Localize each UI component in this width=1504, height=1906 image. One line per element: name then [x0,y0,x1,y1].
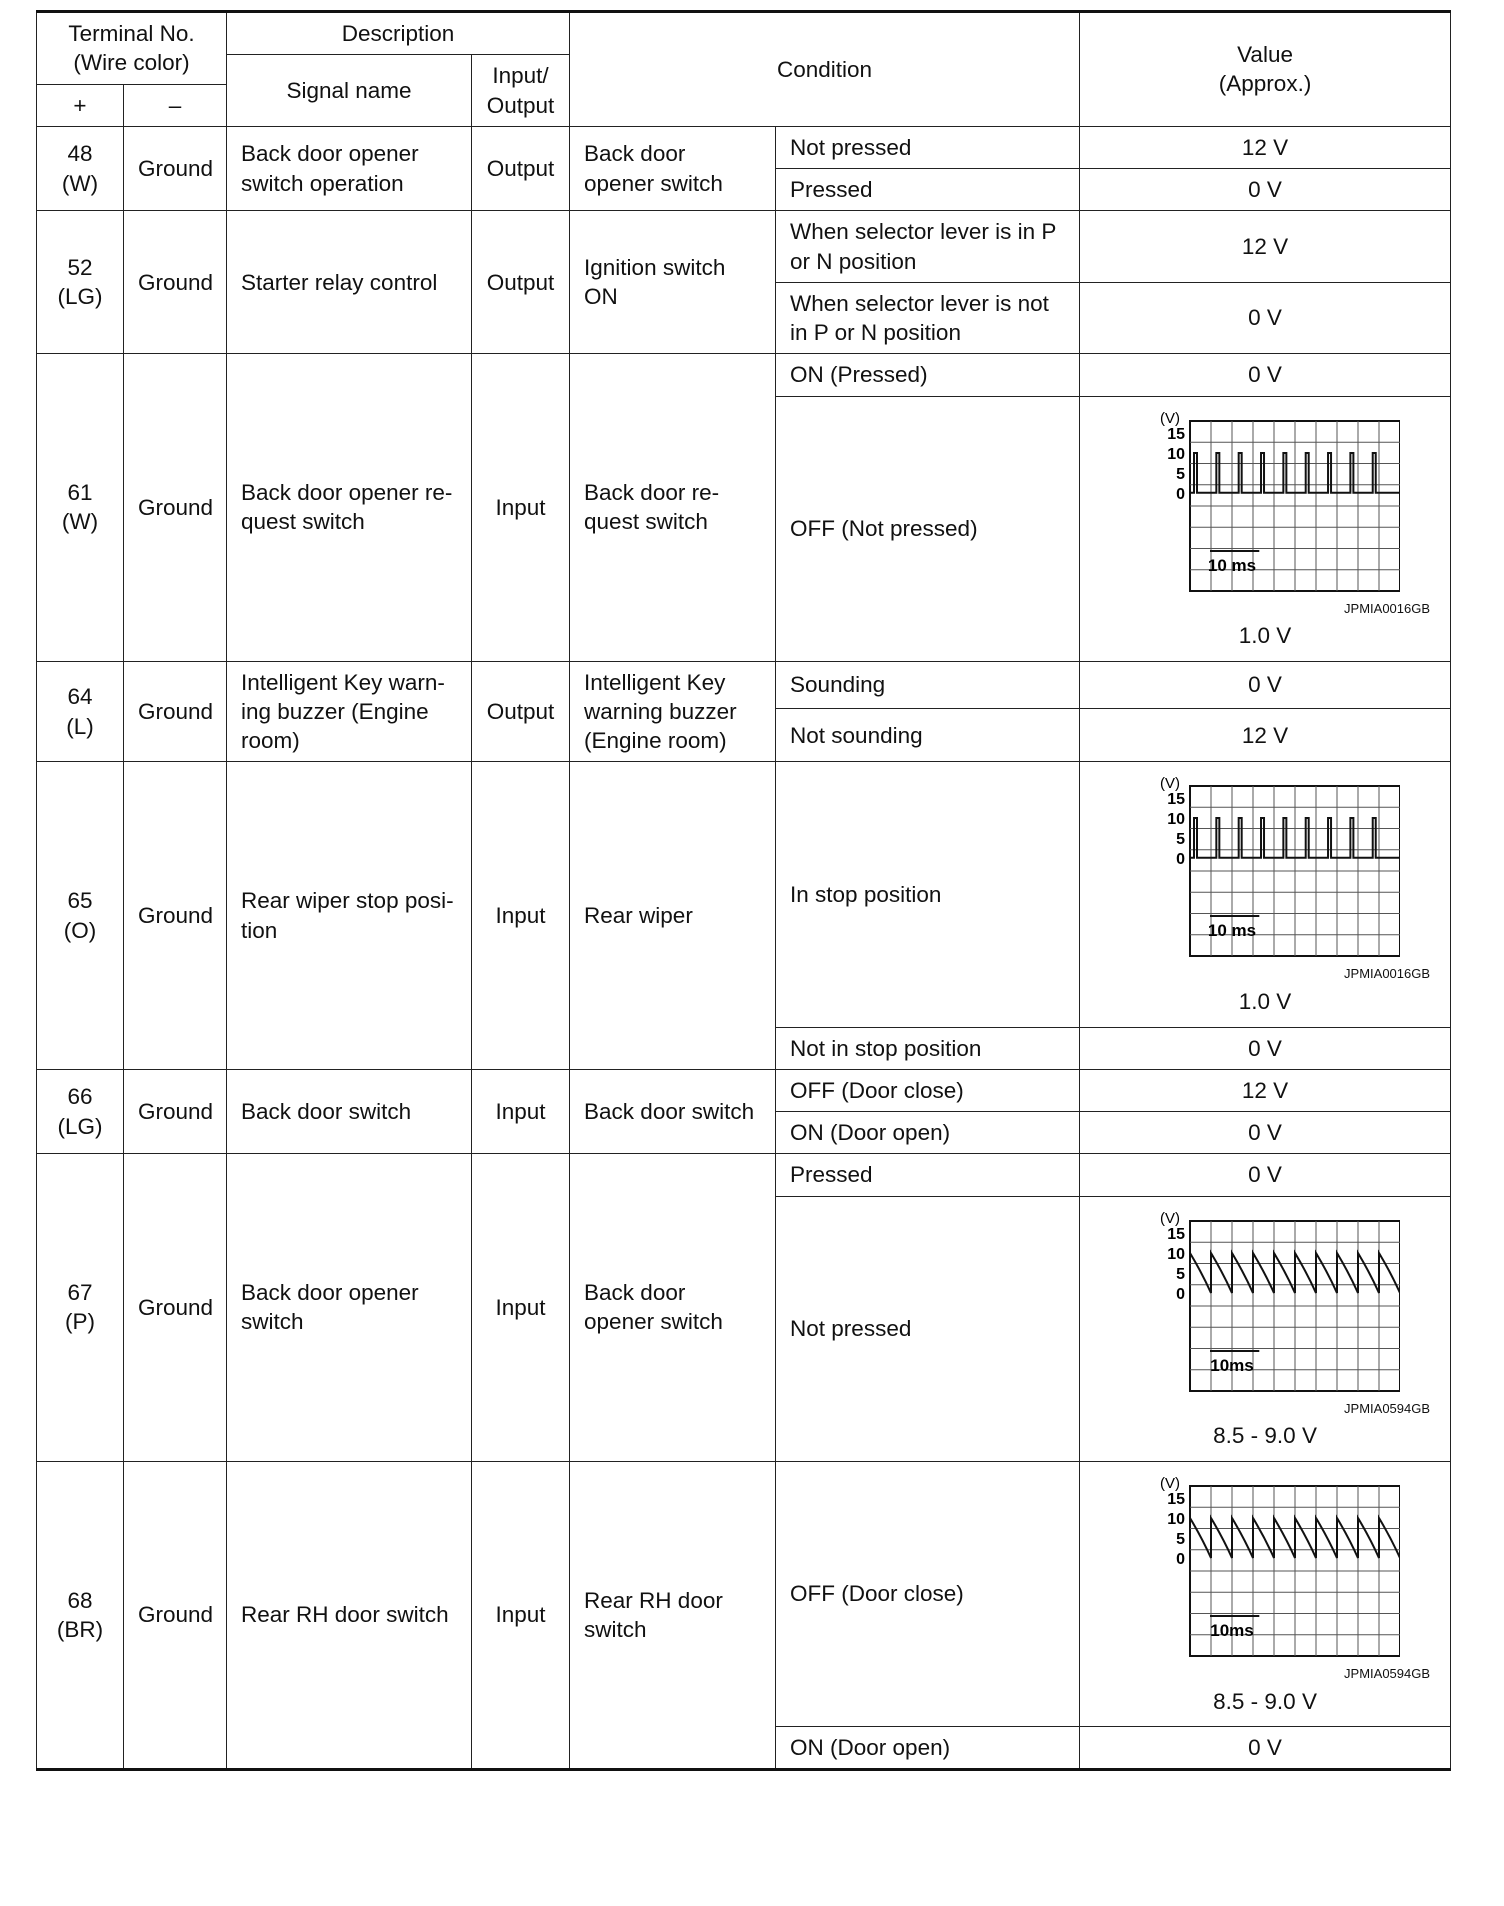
waveform-tick-label: 0 [1176,485,1186,503]
waveform-chart [1100,401,1400,601]
condition-main: Intelligent Key warning buzzer (Engine room) [570,661,776,762]
header-terminal-no [37,12,227,85]
value-cell: 12 V [1080,126,1451,168]
value-cell: 12 V [1080,1069,1451,1111]
header-value [1080,12,1451,127]
terminal-minus: Ground [124,762,227,1069]
waveform-tick-label: 10 [1167,445,1186,463]
value-cell: 12 V [1080,709,1451,762]
waveform-period-label: 10 ms [1207,555,1257,575]
terminal-cell [37,354,124,661]
wire-color: (LG) [57,1113,103,1139]
waveform-tick-label: 5 [1176,1265,1186,1283]
header-input-output: Input/ Output [472,55,570,127]
terminal-minus: Ground [124,126,227,211]
terminal-number: 66 [67,1084,93,1110]
value-cell [1080,1461,1451,1726]
header-value-label: Value [1237,42,1293,68]
table-row [37,1154,1451,1196]
condition-main: Back door opener switch [570,126,776,211]
signal-name: Rear wiper stop posi-tion [227,762,472,1069]
input-output: Input [472,762,570,1069]
signal-name: Rear RH door switch [227,1461,472,1769]
header-terminal-label: Terminal No. [68,21,195,46]
value-text: 1.0 V [1238,989,1292,1015]
waveform-figure [1100,1201,1430,1401]
value-cell: 0 V [1080,169,1451,211]
condition-main: Rear wiper [570,762,776,1069]
terminal-number: 67 [67,1280,93,1306]
terminal-cell [37,126,124,211]
terminal-number: 64 [67,684,93,710]
table-row [37,762,1451,1027]
waveform-period-label: 10 ms [1207,921,1257,941]
value-cell [1080,1196,1451,1461]
value-cell: 0 V [1080,1112,1451,1154]
condition-sub: In stop position [776,762,1080,1027]
waveform-figure [1100,1466,1430,1666]
header-condition: Condition [570,12,1080,127]
waveform-trace [1190,1518,1400,1558]
waveform-period-label: 10ms [1210,1620,1254,1640]
waveform-tick-label: 15 [1167,425,1186,443]
waveform-tick-label: 5 [1176,831,1186,849]
input-output: Input [472,1461,570,1769]
table-row [37,354,1451,396]
condition-main: Rear RH door switch [570,1461,776,1769]
terminal-minus: Ground [124,354,227,661]
waveform-figure [1100,401,1430,601]
condition-sub: OFF (Door close) [776,1461,1080,1726]
terminal-table [36,10,1451,1771]
input-output: Input [472,1069,570,1154]
value-cell: 0 V [1080,1027,1451,1069]
header-minus: – [124,84,227,126]
waveform-tick-label: 10 [1167,811,1186,829]
terminal-cell [37,1154,124,1461]
waveform-chart [1100,1201,1400,1401]
wire-color: (L) [66,713,94,739]
signal-name: Back door opener switch [227,1154,472,1461]
terminal-number: 61 [67,480,93,506]
terminal-cell [37,762,124,1069]
wire-color: (W) [61,509,99,535]
wire-color: (BR) [56,1616,104,1642]
input-output: Input [472,354,570,661]
waveform-tick-label: 10 [1167,1510,1186,1528]
value-cell: 0 V [1080,354,1451,396]
header-signal-name: Signal name [227,55,472,127]
waveform-tick-label: 5 [1176,465,1186,483]
condition-main: Back door re-quest switch [570,354,776,661]
figure-code: JPMIA0594GB [1344,1400,1431,1416]
value-cell: 12 V [1080,211,1451,283]
condition-main: Back door opener switch [570,1154,776,1461]
table-row [37,211,1451,283]
value-text: 1.0 V [1238,623,1292,649]
table-row [37,126,1451,168]
waveform-unit: (V) [1160,775,1181,793]
terminal-cell [37,661,124,762]
waveform-tick-label: 15 [1167,1225,1186,1243]
signal-name: Starter relay control [227,211,472,354]
waveform-unit: (V) [1160,1209,1181,1227]
figure-code: JPMIA0594GB [1344,1665,1431,1681]
value-cell: 0 V [1080,1154,1451,1196]
condition-sub: Pressed [776,169,1080,211]
terminal-minus: Ground [124,1461,227,1769]
table-row [37,1069,1451,1111]
condition-sub: OFF (Door close) [776,1069,1080,1111]
condition-main: Back door switch [570,1069,776,1154]
terminal-number: 68 [67,1587,93,1613]
value-cell: 0 V [1080,661,1451,709]
waveform-chart [1100,766,1400,966]
wire-color: (O) [63,917,97,943]
condition-sub: When selector lever is not in P or N position [776,282,1080,354]
condition-sub: Not sounding [776,709,1080,762]
terminal-cell [37,1461,124,1769]
waveform-tick-label: 15 [1167,791,1186,809]
table-row [37,1461,1451,1726]
signal-name: Back door opener switch operation [227,126,472,211]
wire-color: (P) [65,1309,95,1335]
condition-sub: Pressed [776,1154,1080,1196]
terminal-cell [37,211,124,354]
waveform-period-label: 10ms [1210,1355,1254,1375]
terminal-number: 52 [67,255,93,280]
terminal-minus: Ground [124,1069,227,1154]
waveform-figure [1100,766,1430,966]
signal-name: Intelligent Key warn-ing buzzer (Engine room) [227,661,472,762]
waveform-tick-label: 0 [1176,1285,1186,1303]
header-description: Description [227,12,570,55]
value-cell [1080,762,1451,1027]
figure-code: JPMIA0016GB [1344,600,1431,616]
terminal-minus: Ground [124,661,227,762]
waveform-tick-label: 0 [1176,1550,1186,1568]
terminal-minus: Ground [124,211,227,354]
waveform-unit: (V) [1160,409,1181,427]
terminal-cell [37,1069,124,1154]
input-output: Output [472,211,570,354]
condition-sub: Not pressed [776,126,1080,168]
value-cell: 0 V [1080,1726,1451,1769]
condition-sub: Not in stop position [776,1027,1080,1069]
waveform-tick-label: 10 [1167,1245,1186,1263]
condition-sub: Not pressed [776,1196,1080,1461]
terminal-number: 65 [67,888,93,914]
header-wire-color: (Wire color) [73,50,190,76]
value-text: 8.5 - 9.0 V [1213,1688,1317,1714]
condition-sub: ON (Pressed) [776,354,1080,396]
condition-main: Ignition switch ON [570,211,776,354]
condition-sub: ON (Door open) [776,1726,1080,1769]
condition-sub: Sounding [776,661,1080,709]
waveform-unit: (V) [1160,1474,1181,1492]
condition-sub: ON (Door open) [776,1112,1080,1154]
signal-name: Back door switch [227,1069,472,1154]
header-approx: (Approx.) [1218,71,1312,97]
waveform-chart [1100,1466,1400,1666]
wire-color: (LG) [57,284,103,310]
wire-color: (W) [61,170,99,196]
value-cell [1080,396,1451,661]
waveform-tick-label: 0 [1176,851,1186,869]
header-plus: + [37,84,124,126]
terminal-number: 48 [67,141,93,167]
terminal-minus: Ground [124,1154,227,1461]
input-output: Output [472,126,570,211]
waveform-trace [1190,1253,1400,1293]
figure-code: JPMIA0016GB [1344,966,1431,982]
input-output: Input [472,1154,570,1461]
value-text: 8.5 - 9.0 V [1213,1423,1317,1449]
condition-sub: When selector lever is in P or N position [776,211,1080,283]
waveform-tick-label: 15 [1167,1490,1186,1508]
waveform-tick-label: 5 [1176,1530,1186,1548]
input-output: Output [472,661,570,762]
table-row [37,661,1451,709]
condition-sub: OFF (Not pressed) [776,396,1080,661]
signal-name: Back door opener re-quest switch [227,354,472,661]
value-cell: 0 V [1080,282,1451,354]
